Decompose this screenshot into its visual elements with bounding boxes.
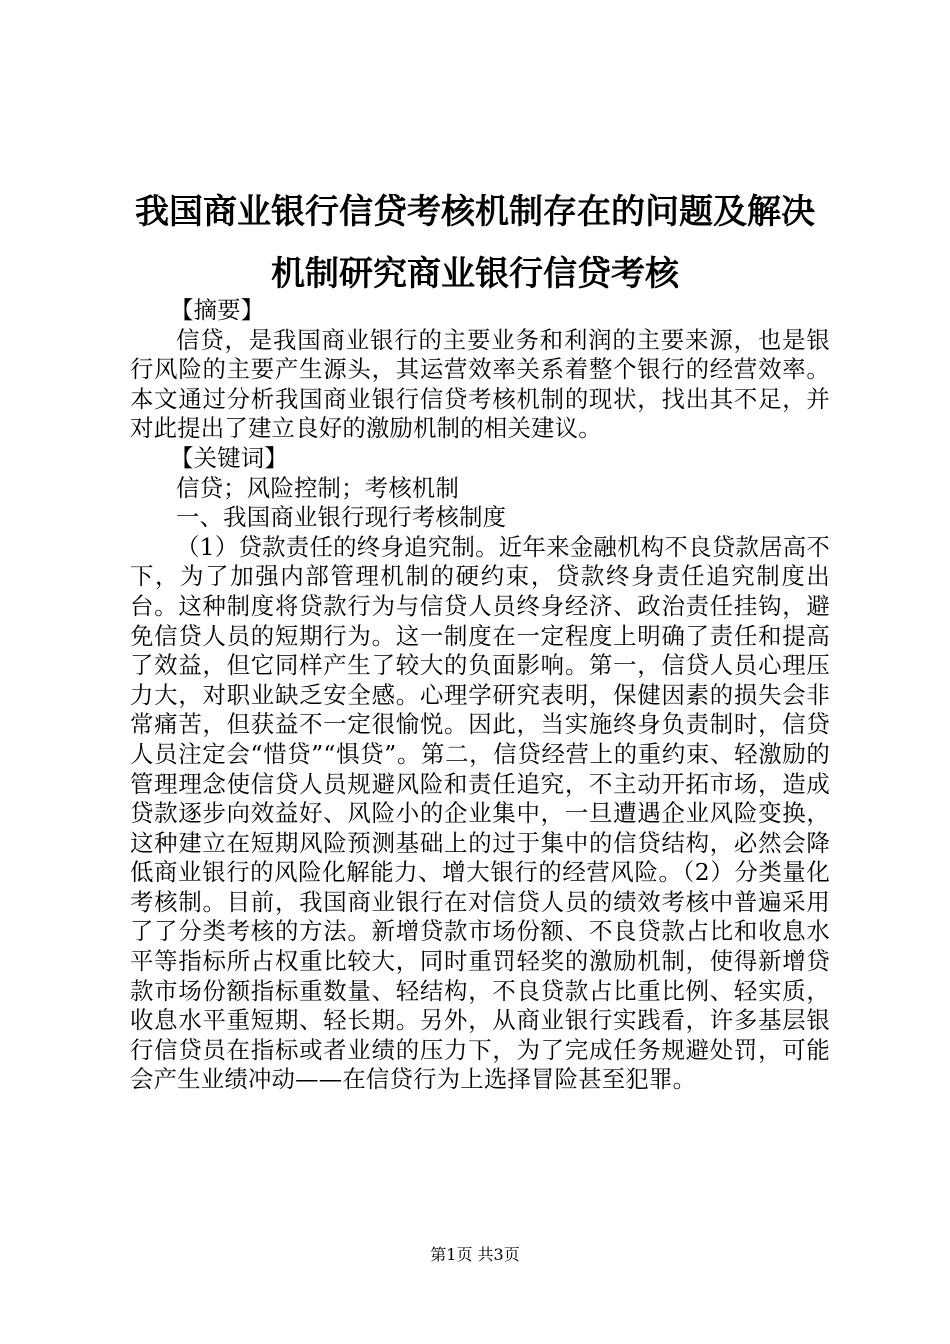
keywords-heading: 【关键词】 <box>170 443 288 472</box>
document-body <box>130 296 830 1095</box>
section-paragraph: （1）贷款责任的终身追究制。近年来金融机构不良贷款居高不下，为了加强内部管理机制的硬约束，贷款终身责任追究制度出台。这种制度将贷款行为与信贷人员终身经济、政治责任挂钩，避免信贷人员的短期行为。这一制度在一定程度上明确了责任和提高了效益，但它同样产生了较大的负面影响。第一，信贷人员心理压力大，对职业缺乏安全感。心理学研究表明，保健因素的损失会非常痛苦，但获益不一定很愉悦。因此，当实施终身负责制时，信贷人员注定会“惜贷”“惧贷”。第二，信贷经营上的重约束、轻激励的管理理念使信贷人员规避风险和责任追究，不主动开拓市场，造成贷款逐步向效益好、风险小的企业集中，一旦遭遇企业风险变换，这种建立在短期风险预测基础上的过于集中的信贷结构，必然会降低商业银行的风险化解能力、增大银行的经营风险。（2）分类量化考核制。目前，我国商业银行在对信贷人员的绩效考核中普遍采用了了分类考核的方法。新增贷款市场份额、不良贷款占比和收息水平等指标所占权重比较大，同时重罚轻奖的激励机制，使得新增贷款市场份额指标重数量、轻结构，不良贷款占比重比例、轻实质，收息水平重短期、轻长期。另外，从商业银行实践看，许多基层银行信贷员在指标或者业绩的压力下，为了完成任务规避处罚，可能会产生业绩冲动——在信贷行为上选择冒险甚至犯罪。 <box>130 532 830 1094</box>
keywords-paragraph: 信贷；风险控制；考核机制 <box>176 473 460 502</box>
abstract-heading: 【摘要】 <box>170 296 265 324</box>
title-line-2: 机制研究商业银行信贷考核 <box>271 254 679 294</box>
section-heading: 一、我国商业银行现行考核制度 <box>176 503 507 532</box>
title-line-1: 我国商业银行信贷考核机制存在的问题及解决 <box>135 192 815 232</box>
page-number: 第1页 共3页 <box>430 1245 520 1264</box>
abstract-paragraph: 信贷，是我国商业银行的主要业务和利润的主要来源，也是银行风险的主要产生源头，其运营效率关系着整个银行的经营效率。本文通过分析我国商业银行信贷考核机制的现状，找出其不足，并对此提出了建立良好的激励机制的相关建议。 <box>130 325 830 443</box>
